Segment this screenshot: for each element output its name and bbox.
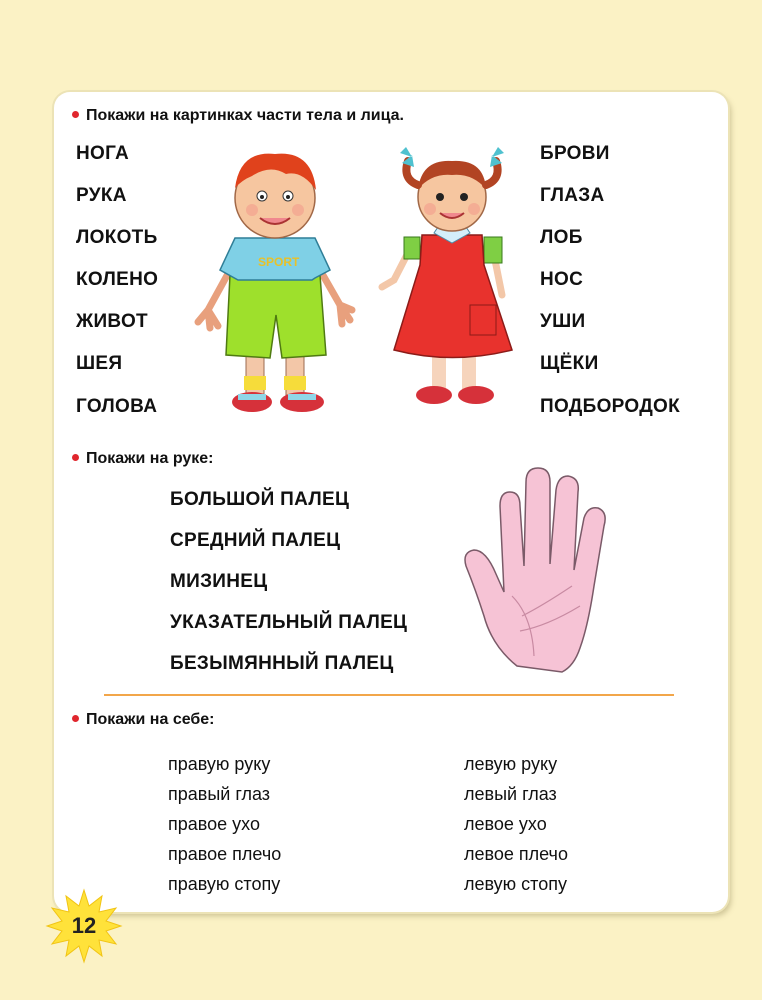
word-eyebrows: БРОВИ	[540, 143, 610, 164]
bullet-icon	[72, 715, 79, 722]
word-middle-finger: СРЕДНИЙ ПАЛЕЦ	[170, 530, 341, 551]
word-arm: РУКА	[76, 185, 127, 206]
word-neck: ШЕЯ	[76, 353, 123, 374]
section-self-heading-text: Покажи на себе:	[86, 711, 215, 728]
self-left-foot: левую стопу	[464, 874, 567, 894]
word-little-finger: МИЗИНЕЦ	[170, 571, 268, 592]
word-elbow: ЛОКОТЬ	[76, 227, 158, 248]
section-divider	[104, 694, 674, 696]
word-head: ГОЛОВА	[76, 396, 158, 417]
self-right-foot: правую стопу	[168, 874, 281, 894]
self-right-ear: правое ухо	[168, 814, 260, 834]
self-left-ear: левое ухо	[464, 814, 547, 834]
self-right-shoulder: правое плечо	[168, 844, 282, 864]
bullet-icon	[72, 454, 79, 461]
shirt-text: SPORT	[258, 255, 300, 269]
section-body-heading-text: Покажи на картинках части тела и лица.	[86, 107, 404, 124]
section-self-heading	[72, 711, 215, 729]
word-nose: НОС	[540, 269, 584, 290]
word-eyes: ГЛАЗА	[540, 185, 605, 206]
word-thumb: БОЛЬШОЙ ПАЛЕЦ	[170, 489, 350, 510]
section-hand-heading-text: Покажи на руке:	[86, 450, 214, 467]
section-hand-heading	[72, 450, 214, 468]
word-ring-finger: БЕЗЫМЯННЫЙ ПАЛЕЦ	[170, 653, 394, 674]
word-ears: УШИ	[540, 311, 586, 332]
page-number-badge	[46, 888, 122, 964]
self-left-eye: левый глаз	[464, 784, 557, 804]
page-number: 12	[71, 913, 97, 938]
word-belly: ЖИВОТ	[76, 311, 148, 332]
section-body-heading	[72, 107, 404, 125]
word-leg: НОГА	[76, 143, 129, 164]
word-knee: КОЛЕНО	[76, 269, 159, 290]
girl-illustration	[372, 145, 532, 415]
word-chin: ПОДБОРОДОК	[540, 396, 681, 417]
bullet-icon	[72, 111, 79, 118]
word-index-finger: УКАЗАТЕЛЬНЫЙ ПАЛЕЦ	[170, 612, 408, 633]
word-cheeks: ЩЁКИ	[540, 353, 599, 374]
hand-illustration	[462, 466, 612, 676]
word-forehead: ЛОБ	[540, 227, 583, 248]
self-right-eye: правый глаз	[168, 784, 271, 804]
boy-illustration	[190, 140, 360, 420]
self-left-shoulder: левое плечо	[464, 844, 568, 864]
self-left-hand: левую руку	[464, 754, 558, 774]
self-right-hand: правую руку	[168, 754, 271, 774]
